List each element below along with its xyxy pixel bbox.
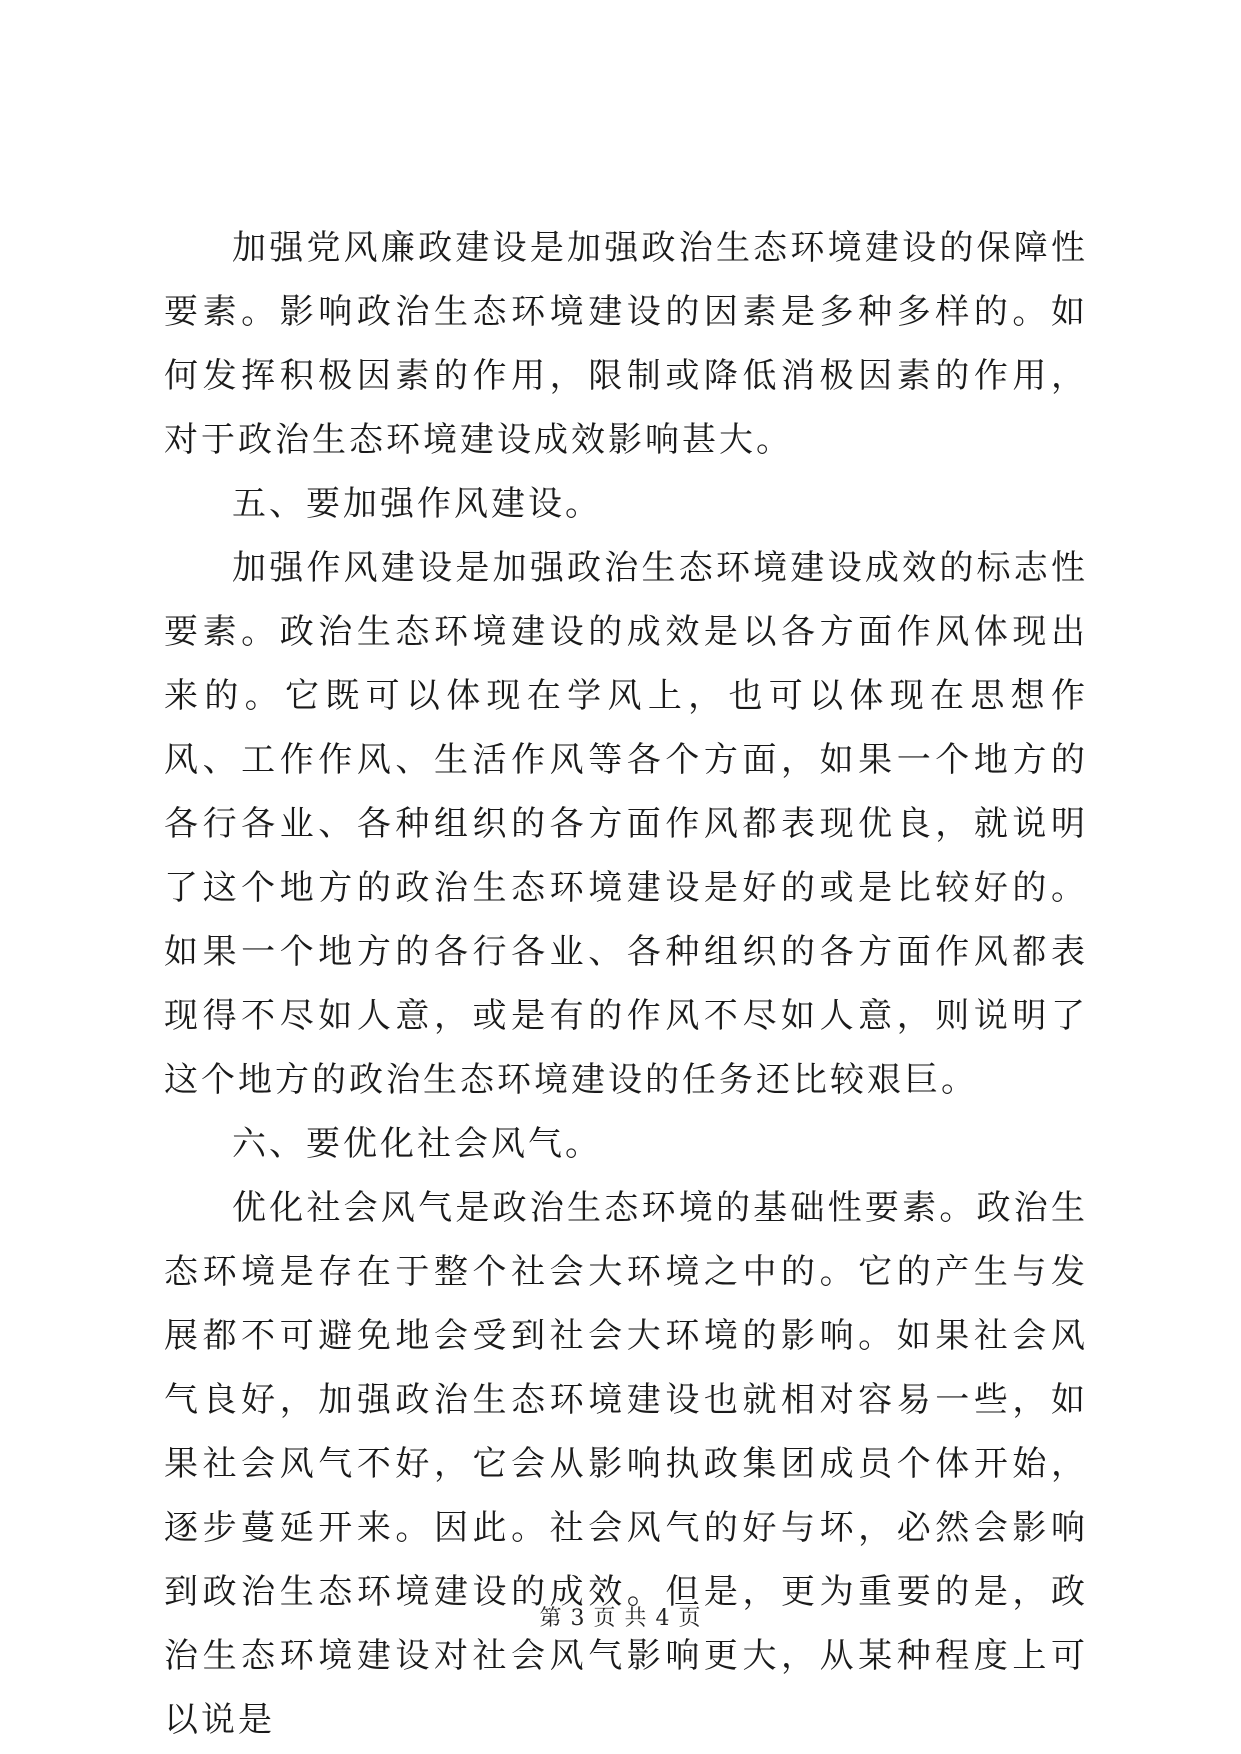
paragraph-party-conduct: 加强党风廉政建设是加强政治生态环境建设的保障性要素。影响政治生态环境建设的因素是多种多样的。如何发挥积极因素的作用，限制或降低消极因素的作用，对于政治生态环境建设成效影响甚大。 [164, 228, 1088, 460]
section-heading-five: 五、要加强作风建设。 [232, 484, 602, 524]
section-heading-six: 六、要优化社会风气。 [232, 1124, 602, 1164]
paragraph-social-atmosphere: 优化社会风气是政治生态环境的基础性要素。政治生态环境是存在于整个社会大环境之中的。它的产生与发展都不可避免地会受到社会大环境的影响。如果社会风气良好，加强政治生态环境建设也就相对容易一些，如果社会风气不好，它会从影响执政集团成员个体开始，逐步蔓延开来。因此。社会风气的好与坏，必然会影响到政治生态环境建设的成效。但是，更为重要的是，政治生态环境建设对社会风气影响更大，从某种程度上可以说是 [164, 1188, 1088, 1740]
document-body [164, 216, 1088, 1752]
page-footer: 第 3 页 共 4 页 [539, 1606, 702, 1631]
paragraph-work-style: 加强作风建设是加强政治生态环境建设成效的标志性要素。政治生态环境建设的成效是以各方面作风体现出来的。它既可以体现在学风上，也可以体现在思想作风、工作作风、生活作风等各个方面，如果一个地方的各行各业、各种组织的各方面作风都表现优良，就说明了这个地方的政治生态环境建设是好的或是比较好的。如果一个地方的各行各业、各种组织的各方面作风都表现得不尽如人意，或是有的作风不尽如人意，则说明了这个地方的政治生态环境建设的任务还比较艰巨。 [164, 548, 1088, 1100]
